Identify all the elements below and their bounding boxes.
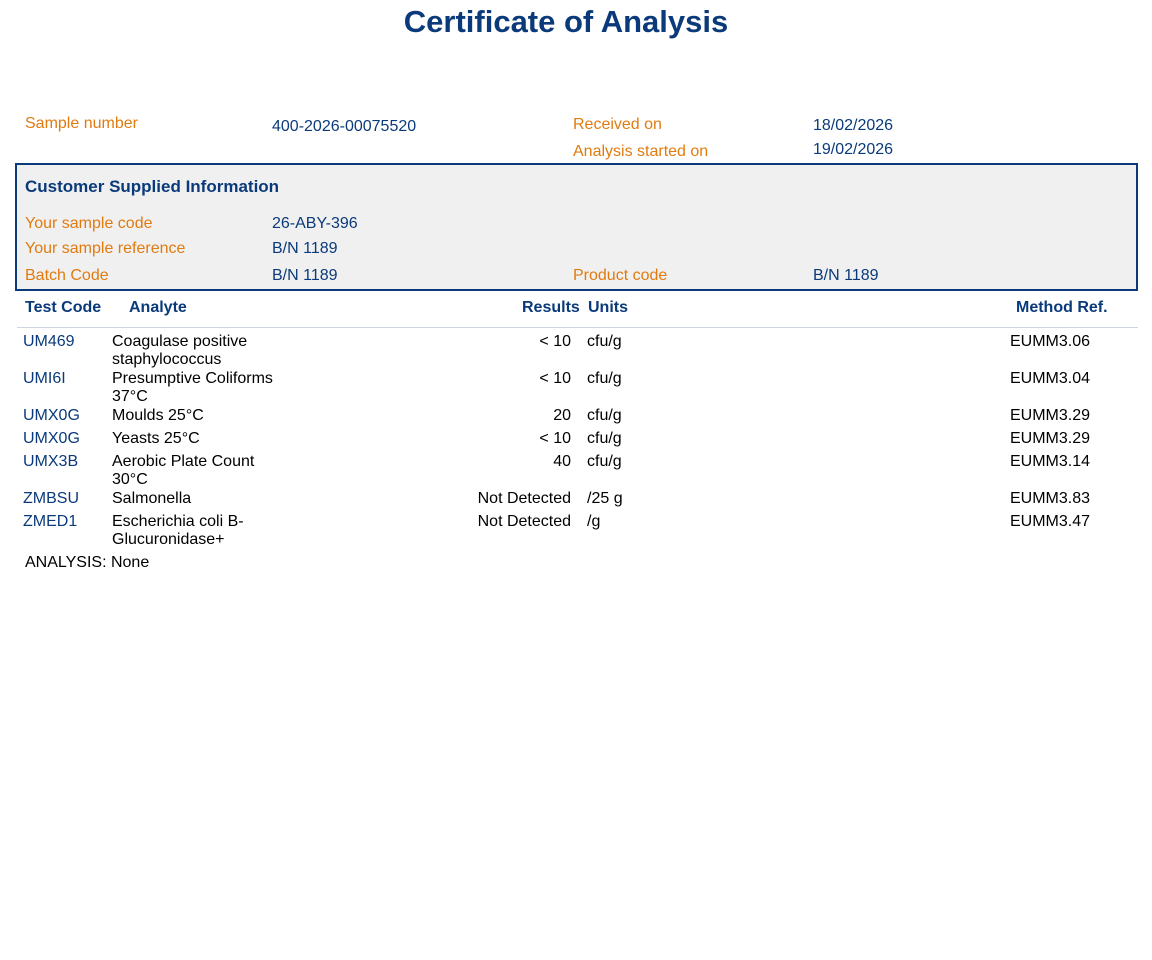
method-ref-cell: EUMM3.29 [1010, 430, 1091, 447]
analysis-note: ANALYSIS: None [25, 554, 150, 571]
unit-cell: cfu/g [587, 407, 622, 424]
analyte-cell: Salmonella [112, 490, 192, 507]
column-header-results: Results [522, 299, 580, 316]
column-header-units: Units [588, 299, 628, 316]
page-title: Certificate of Analysis [403, 4, 729, 39]
column-header-method-ref: Method Ref. [1016, 299, 1108, 316]
table-row [0, 407, 1152, 430]
received-on-label: Received on [573, 116, 662, 133]
unit-cell: cfu/g [587, 430, 622, 447]
product-code-value: B/N 1189 [813, 267, 879, 284]
table-header-divider [17, 327, 1138, 328]
result-cell: Not Detected [477, 513, 571, 530]
method-ref-cell: EUMM3.83 [1010, 490, 1091, 507]
test-code-cell: ZMED1 [23, 513, 78, 530]
received-on-value: 18/02/2026 [813, 117, 894, 134]
sample-code-label: Your sample code [25, 215, 153, 232]
test-code-cell: UM469 [23, 333, 75, 350]
sample-code-value: 26-ABY-396 [272, 215, 358, 232]
column-header-analyte: Analyte [129, 299, 187, 316]
unit-cell: cfu/g [587, 453, 622, 470]
analyte-cell: Aerobic Plate Count 30°C [112, 453, 255, 488]
analyte-cell: Escherichia coli B-Glucuronidase+ [112, 513, 244, 548]
table-row [0, 490, 1152, 513]
result-cell: < 10 [539, 430, 571, 447]
method-ref-cell: EUMM3.14 [1010, 453, 1091, 470]
method-ref-cell: EUMM3.29 [1010, 407, 1091, 424]
batch-code-value: B/N 1189 [272, 267, 338, 284]
result-cell: Not Detected [477, 490, 571, 507]
sample-number-label: Sample number [25, 115, 138, 132]
sample-reference-label: Your sample reference [25, 240, 186, 257]
test-code-cell: UMX0G [23, 430, 80, 447]
batch-code-label: Batch Code [25, 267, 109, 284]
analyte-cell: Coagulase positive staphylococcus [112, 333, 248, 368]
table-row [0, 513, 1152, 550]
test-code-cell: ZMBSU [23, 490, 79, 507]
table-row [0, 430, 1152, 453]
product-code-label: Product code [573, 267, 668, 284]
analyte-cell: Presumptive Coliforms 37°C [112, 370, 273, 405]
customer-section-title: Customer Supplied Information [25, 177, 280, 196]
result-cell: < 10 [539, 333, 571, 350]
analyte-cell: Yeasts 25°C [112, 430, 200, 447]
table-row [0, 370, 1152, 407]
analyte-cell: Moulds 25°C [112, 407, 204, 424]
method-ref-cell: EUMM3.47 [1010, 513, 1091, 530]
test-code-cell: UMI6I [23, 370, 66, 387]
sample-number-value: 400-2026-00075520 [272, 118, 417, 135]
method-ref-cell: EUMM3.04 [1010, 370, 1091, 387]
test-code-cell: UMX0G [23, 407, 80, 424]
test-code-cell: UMX3B [23, 453, 79, 470]
unit-cell: /g [587, 513, 601, 530]
table-row [0, 453, 1152, 490]
result-cell: 40 [553, 453, 571, 470]
method-ref-cell: EUMM3.06 [1010, 333, 1091, 350]
unit-cell: cfu/g [587, 370, 622, 387]
sample-reference-value: B/N 1189 [272, 240, 338, 257]
analysis-started-label: Analysis started on [573, 143, 709, 160]
unit-cell: cfu/g [587, 333, 622, 350]
results-table [0, 333, 1152, 550]
column-header-test-code: Test Code [25, 299, 102, 316]
table-row [0, 333, 1152, 370]
result-cell: 20 [553, 407, 571, 424]
analysis-started-value: 19/02/2026 [813, 141, 894, 158]
result-cell: < 10 [539, 370, 571, 387]
unit-cell: /25 g [587, 490, 623, 507]
